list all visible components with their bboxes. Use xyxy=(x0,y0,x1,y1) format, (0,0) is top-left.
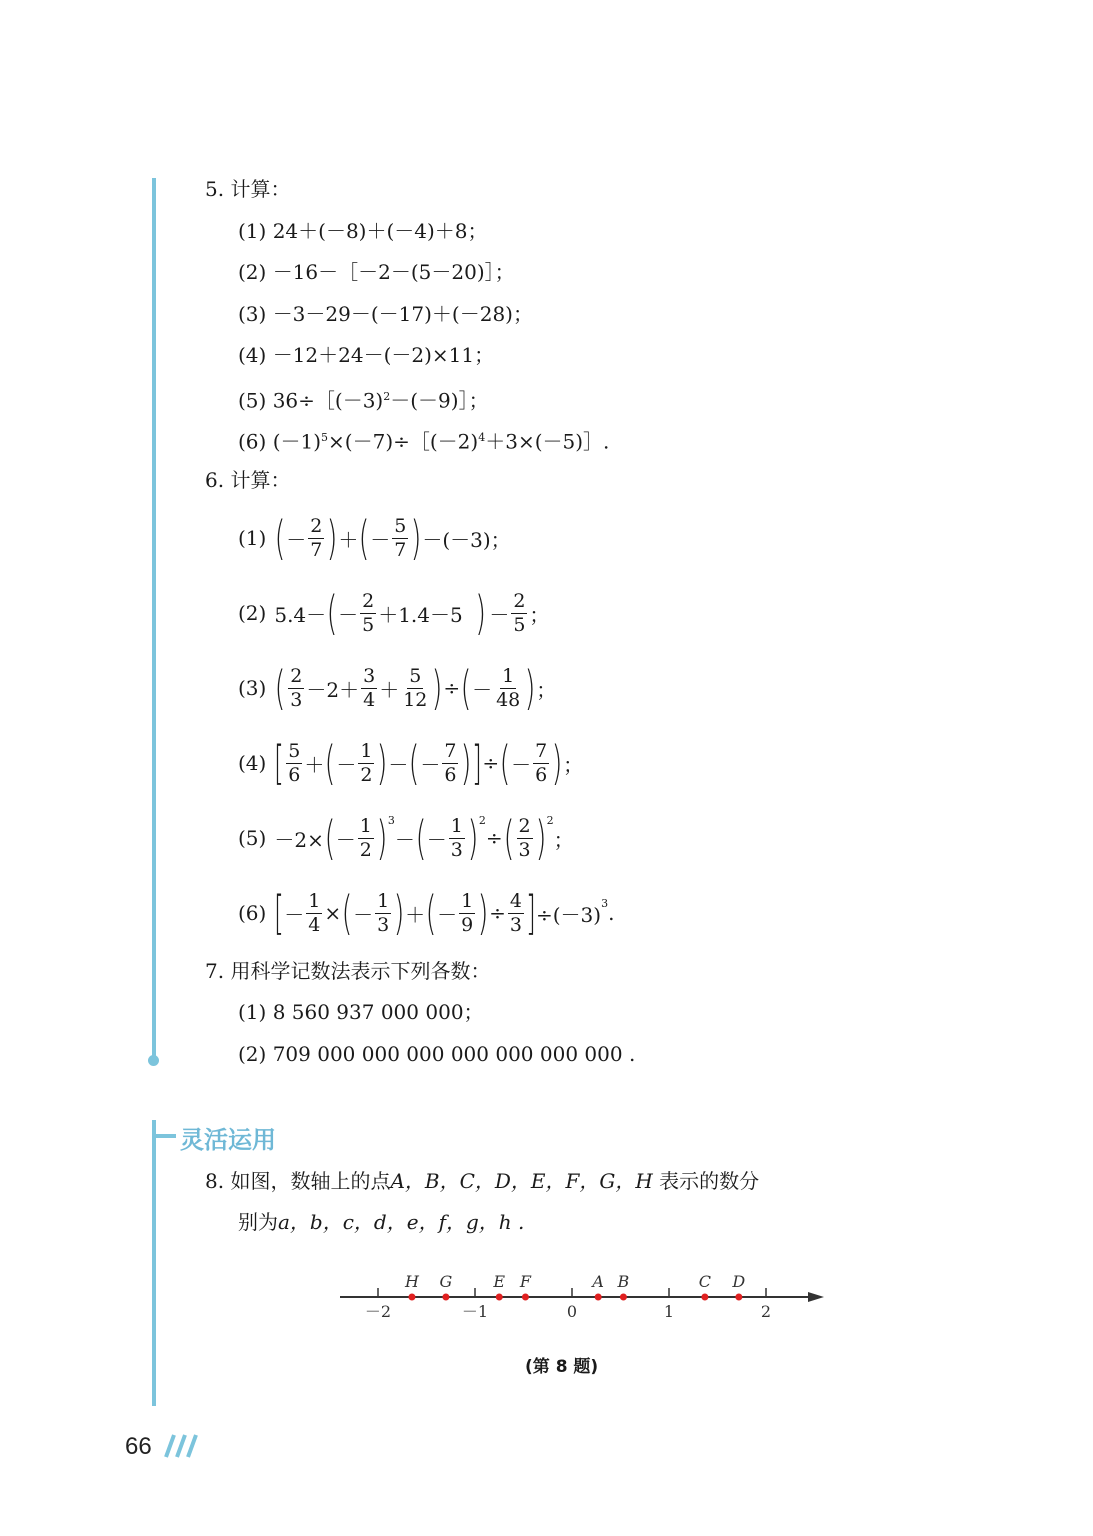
q5-item-4: (4) －12＋24－(－2)×11； xyxy=(238,343,495,367)
margin-bar-end-dot xyxy=(148,1055,159,1066)
q7-item-2: (2) 709 000 000 000 000 000 000 000 . xyxy=(238,1042,636,1066)
q6-item-1: (1) ( － $\frac{2}{7}$ ) ＋ ( － $\frac{5}{7}$ ) －(－3)； xyxy=(238,511,511,565)
page-number-slashes xyxy=(160,1430,200,1460)
margin-bar-top xyxy=(152,178,156,1060)
q6-item-4: (4) [ $\frac{5}{6}$ ＋ ( － $\frac{1}{2}$ ) － ( － $\frac{7}{6}$ ) ] ÷ ( － $\frac{7}{6}$ ) ； xyxy=(238,736,584,790)
fraction: $\frac{2}{5}$ xyxy=(362,589,375,636)
q5-item-3: (3) －3－29－(－17)＋(－28)； xyxy=(238,302,533,326)
fraction: $\frac{2}{3}$ xyxy=(518,814,531,861)
q7-title: 7. 用科学记数法表示下列各数： xyxy=(205,959,491,983)
number-line-point-label: E xyxy=(493,1272,506,1291)
number-line-point-label: A xyxy=(592,1272,604,1291)
q6-item-2: (2) 5.4－ ( － $\frac{2}{5}$ ＋1.4－5 ) － $\frac{2}{5}$ ； xyxy=(238,586,550,640)
margin-bar-bottom xyxy=(152,1120,156,1406)
fraction: $\frac{5}{7}$ xyxy=(394,514,407,561)
number-line-point-F xyxy=(522,1294,529,1301)
fraction: $\frac{2}{7}$ xyxy=(310,514,323,561)
fraction: $\frac{4}{3}$ xyxy=(509,889,523,936)
section-title-rule xyxy=(152,1134,176,1138)
q6-title: 6. 计算： xyxy=(205,468,291,492)
number-line-point-label: F xyxy=(519,1272,531,1291)
fraction: $\frac{2}{3}$ xyxy=(290,664,303,711)
number-line-figure xyxy=(330,1265,840,1330)
number-line-point-label: D xyxy=(732,1272,746,1291)
fraction: $\frac{1}{3}$ xyxy=(377,889,390,936)
number-line-tick-label: －2 xyxy=(364,1302,392,1321)
number-line-point-H xyxy=(408,1294,415,1301)
number-line-tick-label: 0 xyxy=(566,1302,578,1321)
q8-text-line-2: 别为a，b，c，d，e，f，g，h . xyxy=(238,1210,525,1234)
q6-item-6: (6) [ － $\frac{1}{4}$ × ( － $\frac{1}{3}$ ) ＋ ( － $\frac{1}{9}$ ) ÷ $\frac{4}{3}$ ] ÷(－3) $^3$ . xyxy=(238,886,615,940)
fraction: $\frac{5}{12}$ xyxy=(403,664,428,711)
fraction: $\frac{1}{2}$ xyxy=(359,814,372,861)
fraction: $\frac{2}{5}$ xyxy=(513,589,526,636)
number-line-point-label: C xyxy=(698,1272,712,1291)
fraction: $\frac{7}{6}$ xyxy=(444,739,457,786)
number-line-point-C xyxy=(701,1294,708,1301)
q6-item-3: (3) ( $\frac{2}{3}$ －2＋ $\frac{3}{4}$ ＋ $\frac{5}{12}$ ) ÷ ( － $\frac{1}{48}$ ) ； xyxy=(238,661,557,715)
fraction: $\frac{1}{9}$ xyxy=(461,889,474,936)
number-line-point-B xyxy=(620,1294,627,1301)
fraction: $\frac{1}{4}$ xyxy=(308,889,321,936)
number-line-tick-label: 1 xyxy=(663,1302,675,1321)
q5-item-5: (5) $36\div[(-3)^2-(-9)]$； xyxy=(238,388,489,413)
number-line-arrow xyxy=(808,1292,824,1302)
number-line-tick-label: －1 xyxy=(461,1302,489,1321)
fraction: $\frac{3}{4}$ xyxy=(363,664,376,711)
number-line-point-E xyxy=(496,1294,503,1301)
q6-item-5: (5) －2× ( － $\frac{1}{2}$ ) $^3$ － ( － $\frac{1}{3}$ ) $^2$ ÷ ( $\frac{2}{3}$ ) $^2$ ； xyxy=(238,811,574,865)
q8-text-line-1: 8. 如图，数轴上的点A，B，C，D，E，F，G，H 表示的数分 xyxy=(205,1169,760,1193)
fraction: $\frac{1}{2}$ xyxy=(360,739,373,786)
q5-title: 5. 计算： xyxy=(205,177,291,201)
number-line-point-label: G xyxy=(439,1272,453,1291)
number-line-point-G xyxy=(442,1294,449,1301)
number-line-point-label: H xyxy=(404,1272,419,1291)
q7-item-1: (1) 8 560 937 000 000； xyxy=(238,1000,484,1024)
number-line-point-D xyxy=(735,1294,742,1301)
figure-caption: (第 8 题) xyxy=(525,1357,599,1377)
q5-item-1: (1) 24＋(－8)＋(－4)＋8； xyxy=(238,219,488,243)
number-line-point-label: B xyxy=(617,1272,630,1291)
fraction: $\frac{7}{6}$ xyxy=(535,739,548,786)
fraction: $\frac{1}{3}$ xyxy=(450,814,463,861)
q5-item-6: (6) $(-1)^5\times(-7)\div[(-2)^4+3\times(-5)]$. xyxy=(238,429,610,454)
page-number: 66 xyxy=(125,1433,152,1460)
fraction: $\frac{1}{48}$ xyxy=(496,664,521,711)
section-title: 灵活运用 xyxy=(180,1126,276,1154)
fraction: $\frac{5}{6}$ xyxy=(288,739,301,786)
number-line-point-A xyxy=(595,1294,602,1301)
number-line-tick-label: 2 xyxy=(760,1302,772,1321)
q5-item-2: (2) －16－［－2－(5－20)］； xyxy=(238,260,515,284)
